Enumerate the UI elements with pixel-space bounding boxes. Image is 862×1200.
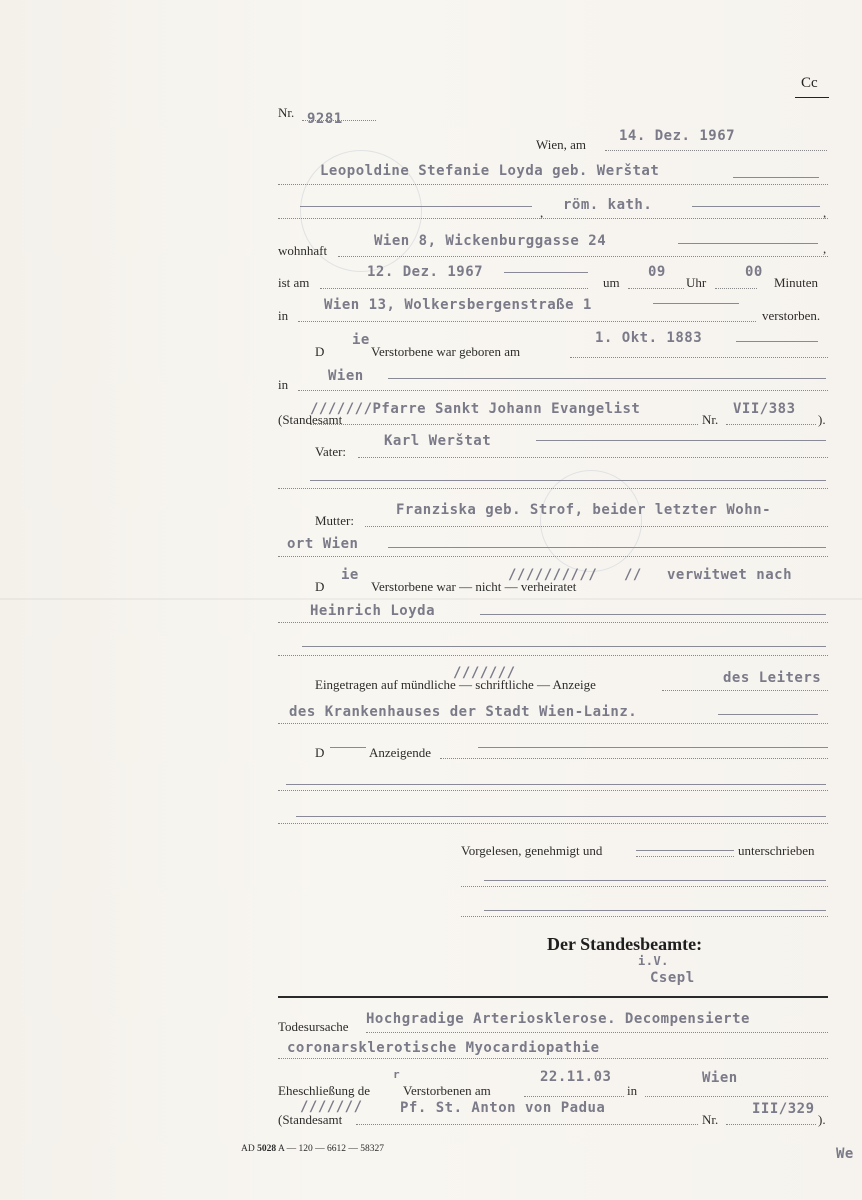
death-hour: 09 bbox=[648, 264, 666, 280]
marriage-date: 22.11.03 bbox=[540, 1069, 612, 1085]
father-label: Vater: bbox=[315, 444, 347, 459]
at-label: um bbox=[603, 275, 620, 290]
form-code: Cc bbox=[801, 75, 818, 91]
spouse-name: Heinrich Loyda bbox=[310, 603, 436, 619]
cause-label: Todesursache bbox=[278, 1019, 349, 1034]
read-approved-label: Vorgelesen, genehmigt und bbox=[461, 843, 603, 858]
marriage-strike: /////// bbox=[300, 1099, 363, 1115]
birth-date: 1. Okt. 1883 bbox=[595, 330, 703, 346]
hour-label: Uhr bbox=[686, 275, 707, 290]
birth-d-label: D bbox=[315, 344, 325, 359]
signed-label: unterschrieben bbox=[738, 843, 815, 858]
minute-label: Minuten bbox=[774, 275, 819, 290]
report-line2: des Krankenhauses der Stadt Wien-Lainz. bbox=[289, 704, 638, 720]
comma: , bbox=[540, 205, 544, 220]
marital-label: Verstorbene war — nicht — verheiratet bbox=[371, 579, 577, 594]
marriage-registry-number: III/329 bbox=[752, 1101, 815, 1117]
marital-strike-2: // bbox=[624, 567, 642, 583]
marital-ie: ie bbox=[341, 567, 359, 583]
mother-label: Mutter: bbox=[315, 513, 354, 528]
report-strike: /////// bbox=[453, 665, 516, 681]
birth-ie: ie bbox=[352, 332, 370, 348]
report-line1: des Leiters bbox=[723, 670, 822, 686]
birth-place: Wien bbox=[328, 368, 364, 384]
form-code-underline bbox=[795, 97, 829, 98]
informant-d-label: D bbox=[315, 745, 325, 760]
report-label: Eingetragen auf mündliche — schriftliche — Anzeige bbox=[315, 677, 596, 692]
informant-label: Anzeigende bbox=[369, 745, 432, 760]
birth-registry: ///////Pfarre Sankt Johann Evangelist bbox=[310, 401, 641, 417]
marital-strike: ////////// bbox=[508, 567, 598, 583]
marriage-r: r bbox=[393, 1068, 401, 1081]
residence-label: wohnhaft bbox=[278, 243, 328, 258]
section-divider bbox=[278, 996, 828, 998]
deceased-name: Leopoldine Stefanie Loyda geb. Werštat bbox=[320, 163, 660, 179]
birth-registry-label: (Standesamt bbox=[278, 412, 343, 427]
death-minute: 00 bbox=[745, 264, 763, 280]
birth-label: Verstorbene war geboren am bbox=[371, 344, 521, 359]
official-name: Csepl bbox=[650, 970, 695, 986]
official-iv: i.V. bbox=[638, 954, 669, 968]
marriage-registry: Pf. St. Anton von Padua bbox=[400, 1100, 606, 1116]
paper-fold bbox=[0, 598, 862, 600]
marital-d-label: D bbox=[315, 579, 325, 594]
religion: röm. kath. bbox=[563, 197, 653, 213]
corner-fragment: We bbox=[836, 1146, 854, 1162]
place-date-label: Wien, am bbox=[536, 137, 587, 152]
cause-line1: Hochgradige Arteriosklerose. Decompensierte bbox=[366, 1011, 750, 1027]
died-label: verstorben. bbox=[762, 308, 821, 323]
official-title: Der Standesbeamte: bbox=[547, 934, 703, 954]
death-date: 12. Dez. 1967 bbox=[367, 264, 484, 280]
birth-nr-label: Nr. bbox=[702, 412, 719, 427]
birth-registry-number: VII/383 bbox=[733, 401, 796, 417]
cause-line2: coronarsklerotische Myocardiopathie bbox=[287, 1040, 600, 1056]
residence: Wien 8, Wickenburggasse 24 bbox=[374, 233, 607, 249]
register-number: 9281 bbox=[307, 111, 343, 127]
marriage-place: Wien bbox=[702, 1070, 738, 1086]
mother-line1: Franziska geb. Strof, beider letzter Wohn- bbox=[396, 502, 772, 518]
mother-line2: ort Wien bbox=[287, 536, 359, 552]
issue-date: 14. Dez. 1967 bbox=[619, 128, 736, 144]
marital-status: verwitwet nach bbox=[667, 567, 793, 583]
death-place-label: in bbox=[278, 308, 289, 323]
death-place: Wien 13, Wolkersbergenstraße 1 bbox=[324, 297, 592, 313]
marriage-registry-label: (Standesamt bbox=[278, 1112, 343, 1127]
father-name: Karl Werštat bbox=[384, 433, 492, 449]
birth-place-label: in bbox=[278, 377, 289, 392]
marriage-nr-label: Nr. bbox=[702, 1112, 719, 1127]
nr-label: Nr. bbox=[278, 105, 295, 120]
marriage-label: Eheschließung de bbox=[278, 1083, 371, 1098]
death-date-label: ist am bbox=[278, 275, 310, 290]
marriage-label-2: Verstorbenen am bbox=[403, 1083, 491, 1098]
print-code: AD 5028 A — 120 — 6612 — 58327 bbox=[241, 1144, 385, 1154]
marriage-in-label: in bbox=[627, 1083, 638, 1098]
